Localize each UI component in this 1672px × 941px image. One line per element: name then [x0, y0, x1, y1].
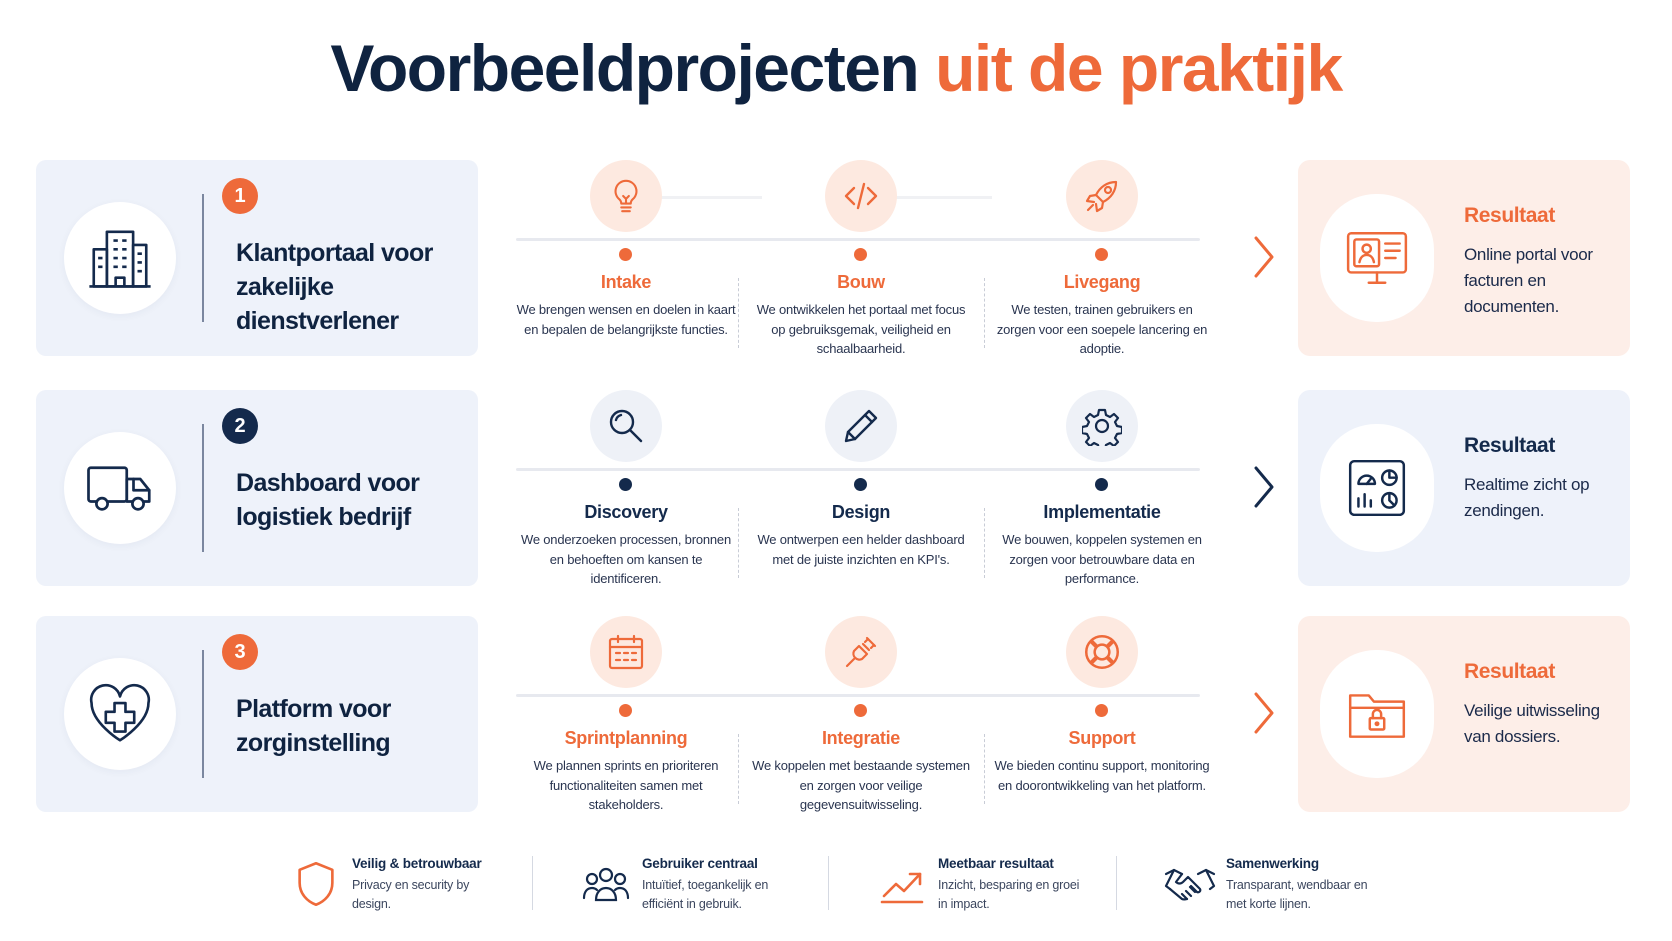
chevron-right-icon — [1248, 688, 1278, 738]
title-accent: uit de praktijk — [935, 31, 1342, 105]
project-title-line: Dashboard voor — [236, 469, 420, 497]
result-card — [1298, 160, 1630, 356]
step-dot — [619, 704, 632, 717]
project-title-line: zakelijke dienstverlener — [236, 273, 399, 335]
result-card — [1298, 390, 1630, 586]
magnifier-icon — [606, 406, 646, 446]
project-icon-circle — [64, 202, 176, 314]
chevron-right-icon — [1248, 462, 1278, 512]
rocket-icon — [1082, 176, 1122, 216]
project-title-line: logistiek bedrijf — [236, 503, 411, 531]
pencil-icon — [841, 406, 881, 446]
step-icon-circle — [590, 616, 662, 688]
feature-text: Inzicht, besparing en groei in impact. — [938, 878, 1080, 911]
step-dot — [1095, 704, 1108, 717]
title-main: Voorbeeldprojecten — [330, 31, 919, 105]
connector — [882, 196, 992, 199]
step-name: Discovery — [584, 502, 668, 522]
page-title — [0, 30, 1672, 106]
step-dot — [1095, 478, 1108, 491]
step-dot — [854, 248, 867, 261]
result-icon-circle — [1320, 650, 1434, 778]
feature-separator — [1116, 856, 1117, 910]
step-name: Design — [831, 502, 891, 522]
secure-folder-icon — [1344, 681, 1410, 747]
step-separator — [984, 278, 985, 348]
result-icon-circle — [1320, 194, 1434, 322]
delivery-truck-icon — [84, 452, 156, 524]
gear-icon — [1082, 406, 1122, 446]
feature-title: Gebruiker centraal — [642, 856, 758, 871]
project-number-badge: 3 — [222, 634, 258, 670]
project-title — [236, 466, 476, 534]
step-name: Livegang — [1063, 272, 1141, 292]
step-dot — [619, 478, 632, 491]
result-label: Resultaat — [1464, 204, 1555, 227]
feature-icon-wrap — [876, 858, 928, 910]
step-separator — [738, 278, 739, 348]
result-card — [1298, 616, 1630, 812]
project-title — [236, 236, 476, 338]
feature-icon-wrap — [290, 858, 342, 910]
feature-icon-wrap — [580, 858, 632, 910]
feature-item — [1164, 852, 1404, 914]
project-row-3 — [0, 616, 1672, 812]
step-description: We ontwikkelen het portaal met focus op gebruiksgemak, veiligheid en schaalbaarheid. — [756, 302, 966, 356]
step-name: Integratie — [821, 728, 901, 748]
project-title-line: Platform voor — [236, 695, 391, 723]
timeline-track — [516, 238, 1200, 241]
heart-medical-icon — [85, 679, 155, 749]
step-description: We onderzoeken processen, bronnen en behoeften om kansen te identificeren. — [521, 532, 731, 586]
project-number-badge: 2 — [222, 408, 258, 444]
process-steps — [516, 160, 1206, 356]
result-icon-circle — [1320, 424, 1434, 552]
timeline-track — [516, 694, 1200, 697]
feature-separator — [828, 856, 829, 910]
step-description: We ontwerpen een helder dashboard met de juiste inzichten en KPI's. — [757, 532, 965, 567]
feature-title: Samenwerking — [1226, 856, 1319, 871]
step-icon-circle — [1066, 616, 1138, 688]
feature-icon-wrap — [1164, 858, 1216, 910]
step-icon-circle — [1066, 160, 1138, 232]
step-separator — [984, 508, 985, 578]
divider — [202, 194, 204, 322]
result-text: Online portal voor facturen en documenten. — [1464, 245, 1593, 316]
chevron-right-icon — [1248, 232, 1278, 282]
step-icon-circle — [1066, 390, 1138, 462]
project-card — [36, 160, 478, 356]
trend-up-icon — [878, 862, 926, 906]
feature-text: Privacy en security by design. — [352, 878, 470, 911]
feature-title: Meetbaar resultaat — [938, 856, 1054, 871]
process-steps — [516, 616, 1210, 812]
step-description: We brengen wensen en doelen in kaart en bepalen de belangrijkste functies. — [516, 302, 736, 337]
lifebuoy-icon — [1081, 631, 1123, 673]
project-row-1 — [0, 160, 1672, 356]
feature-strip — [290, 852, 1410, 922]
project-title — [236, 692, 476, 760]
code-icon — [841, 176, 881, 216]
result-text: Veilige uitwisseling van dossiers. — [1464, 701, 1600, 746]
step-separator — [984, 734, 985, 804]
plug-icon — [841, 632, 881, 672]
lightbulb-icon — [607, 177, 645, 215]
feature-title: Veilig & betrouwbaar — [352, 856, 482, 871]
step-description: We bouwen, koppelen systemen en zorgen voor betrouwbare data en performance. — [1002, 532, 1202, 586]
office-building-icon — [85, 223, 155, 293]
shield-icon — [294, 860, 338, 908]
divider — [202, 650, 204, 778]
project-icon-circle — [64, 432, 176, 544]
result-label: Resultaat — [1464, 434, 1555, 457]
step-name: Intake — [600, 272, 652, 292]
project-card — [36, 616, 478, 812]
project-title-line: Klantportaal voor — [236, 239, 433, 267]
step-description: We koppelen met bestaande systemen en zorgen voor veilige gegevensuitwisseling. — [752, 758, 970, 812]
step-name: Support — [1068, 728, 1136, 748]
feature-text: Transparant, wendbaar en met korte lijnen. — [1226, 878, 1368, 911]
result-text: Realtime zicht op zendingen. — [1464, 475, 1590, 520]
step-description: We plannen sprints en prioriteren functionaliteiten samen met stakeholders. — [533, 758, 719, 812]
calendar-icon — [606, 632, 646, 672]
step-icon-circle — [825, 616, 897, 688]
step-icon-circle — [590, 160, 662, 232]
step-dot — [1095, 248, 1108, 261]
project-number-badge: 1 — [222, 178, 258, 214]
step-description: We bieden continu support, monitoring en doorontwikkeling van het platform. — [994, 758, 1210, 793]
step-icon-circle — [825, 160, 897, 232]
timeline-track — [516, 468, 1200, 471]
project-row-2 — [0, 390, 1672, 586]
handshake-icon — [1164, 862, 1216, 906]
step-dot — [854, 478, 867, 491]
users-icon — [581, 862, 631, 906]
step-description: We testen, trainen gebruikers en zorgen voor een soepele lancering en adoptie. — [996, 302, 1208, 356]
step-dot — [619, 248, 632, 261]
step-name: Bouw — [837, 272, 885, 292]
step-dot — [854, 704, 867, 717]
step-name: Sprintplanning — [564, 728, 688, 748]
divider — [202, 424, 204, 552]
project-title-line: zorginstelling — [236, 729, 391, 757]
feature-item — [580, 852, 820, 914]
step-icon-circle — [825, 390, 897, 462]
feature-item — [290, 852, 510, 914]
result-label: Resultaat — [1464, 660, 1555, 683]
step-name: Implementatie — [1043, 502, 1161, 522]
dashboard-charts-icon — [1344, 455, 1410, 521]
project-icon-circle — [64, 658, 176, 770]
feature-text: Intuïtief, toegankelijk en efficiënt in gebruik. — [642, 878, 769, 911]
step-separator — [738, 508, 739, 578]
step-separator — [738, 734, 739, 804]
feature-item — [876, 852, 1116, 914]
monitor-profile-icon — [1344, 225, 1410, 291]
project-card — [36, 390, 478, 586]
feature-separator — [532, 856, 533, 910]
process-steps — [516, 390, 1206, 586]
step-icon-circle — [590, 390, 662, 462]
